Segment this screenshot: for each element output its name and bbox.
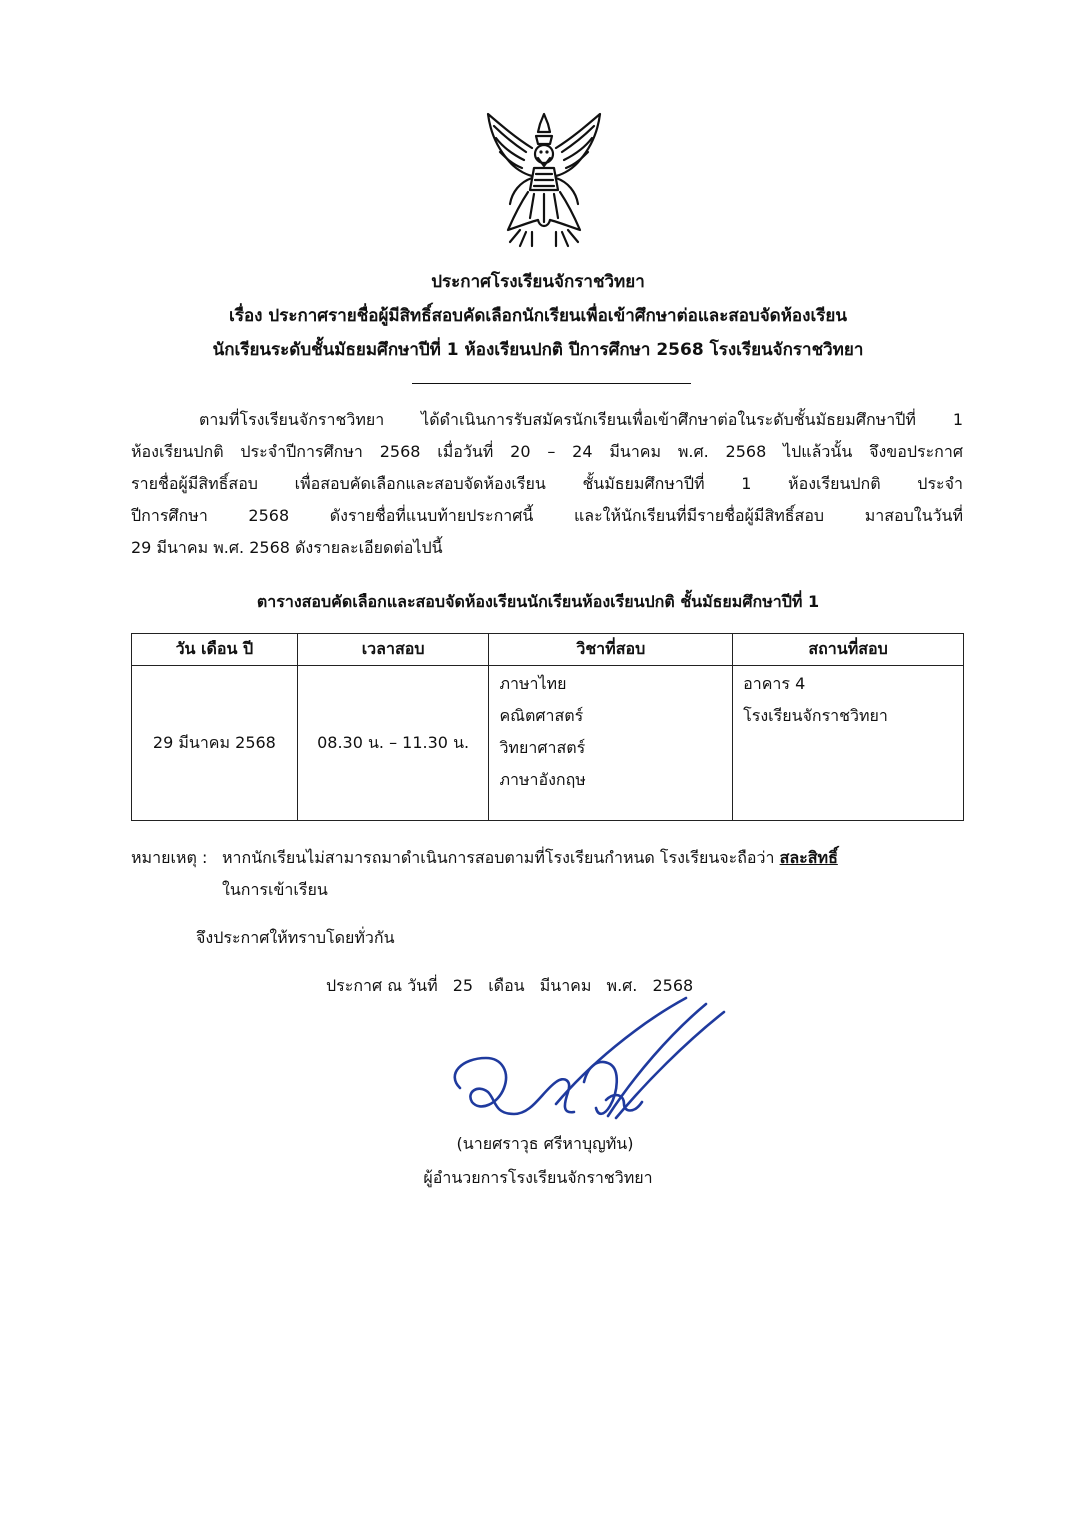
cell-location	[733, 666, 964, 821]
date-day: 25	[452, 976, 474, 995]
note-emphasis: สละสิทธิ์	[779, 848, 838, 867]
note-text	[222, 842, 964, 906]
signature-icon	[438, 996, 738, 1136]
cell-date: 29 มีนาคม 2568	[132, 666, 298, 821]
exam-schedule-table	[131, 633, 964, 821]
cell-time: 08.30 น. – 11.30 น.	[297, 666, 489, 821]
date-year-label: พ.ศ.	[606, 976, 638, 995]
date-month-label: เดือน	[488, 976, 525, 995]
note-body: หากนักเรียนไม่สามารถมาดำเนินการสอบตามที่โรงเรียนกำหนด โรงเรียนจะถือว่า	[222, 848, 780, 867]
subject-item: ภาษาไทย	[499, 674, 567, 693]
date-prefix: ประกาศ ณ วันที่	[326, 976, 438, 995]
date-year: 2568	[652, 976, 694, 995]
title-divider	[412, 383, 691, 384]
body-line: ปีการศึกษา 2568 ดังรายชื่อที่แนบท้ายประกาศนี้ และให้นักเรียนที่มีรายชื่อผู้มีสิทธิ์สอบ มาสอบในวันที่	[131, 506, 963, 525]
signer-position: ผู้อำนวยการโรงเรียนจักราชวิทยา	[423, 1168, 653, 1187]
note-label: หมายเหตุ :	[131, 848, 208, 867]
date-month: มีนาคม	[539, 976, 592, 995]
document-subject-line2: นักเรียนระดับชั้นมัธยมศึกษาปีที่ 1 ห้องเรียนปกติ ปีการศึกษา 2568 โรงเรียนจักราชวิทยา	[212, 340, 864, 360]
document-title: ประกาศโรงเรียนจักราชวิทยา	[431, 272, 645, 292]
table-header-row	[132, 634, 964, 666]
body-line: 29 มีนาคม พ.ศ. 2568 ดังรายละเอียดต่อไปนี้	[131, 538, 443, 557]
header-date: วัน เดือน ปี	[132, 634, 298, 666]
cell-subjects	[489, 666, 733, 821]
table-row	[132, 666, 964, 821]
subject-item: ภาษาอังกฤษ	[499, 770, 586, 789]
location-line: โรงเรียนจักราชวิทยา	[743, 706, 888, 725]
garuda-emblem-icon	[480, 108, 608, 250]
body-paragraph	[131, 404, 963, 564]
subject-item: คณิตศาสตร์	[499, 706, 584, 725]
header-time: เวลาสอบ	[297, 634, 489, 666]
body-line: ห้องเรียนปกติ ประจำปีการศึกษา 2568 เมื่อวันที่ 20 – 24 มีนาคม พ.ศ. 2568 ไปแล้วนั้น จึงขอประกาศ	[131, 442, 963, 461]
closing-statement: จึงประกาศให้ทราบโดยทั่วกัน	[196, 928, 395, 947]
location-line: อาคาร 4	[743, 674, 806, 693]
body-line: ตามที่โรงเรียนจักราชวิทยา ได้ดำเนินการรับสมัครนักเรียนเพื่อเข้าศึกษาต่อในระดับชั้นมัธยมศึกษาปีที่ 1	[199, 410, 963, 429]
header-location: สถานที่สอบ	[733, 634, 964, 666]
signer-name: (นายศราวุธ ศรีหาบุญทัน)	[456, 1134, 634, 1153]
body-line: รายชื่อผู้มีสิทธิ์สอบ เพื่อสอบคัดเลือกและสอบจัดห้องเรียน ชั้นมัธยมศึกษาปีที่ 1 ห้องเรียนปกติ ประจำ	[131, 474, 964, 493]
subject-item: วิทยาศาสตร์	[499, 738, 586, 757]
note-continuation: ในการเข้าเรียน	[222, 880, 328, 899]
document-subject: เรื่อง ประกาศรายชื่อผู้มีสิทธิ์สอบคัดเลือกนักเรียนเพื่อเข้าศึกษาต่อและสอบจัดห้องเรียน	[229, 306, 847, 326]
header-subject: วิชาที่สอบ	[489, 634, 733, 666]
table-title: ตารางสอบคัดเลือกและสอบจัดห้องเรียนนักเรียนห้องเรียนปกติ ชั้นมัธยมศึกษาปีที่ 1	[256, 592, 820, 611]
